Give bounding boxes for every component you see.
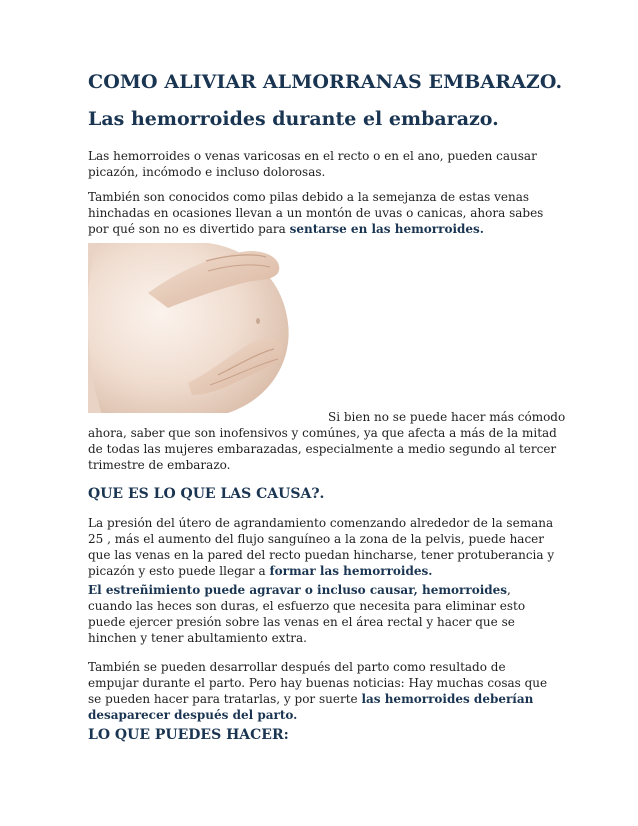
- parto-text: También se pueden desarrollar después del parto como resultado de empujar durante el parto. Pero hay buenas noticias: Hay muchas cosas que se pueden hacer para tratarlas, y por suerte: [88, 660, 548, 706]
- pilas-bold: sentarse en las hemorroides.: [289, 222, 484, 236]
- intro-paragraph: Las hemorroides o venas varicosas en el recto o en el ano, pueden causar picazón, incómodo e incluso dolorosas.: [88, 149, 537, 179]
- pregnant-belly-photo: [88, 243, 321, 413]
- estrenimiento-bold: El estreñimiento puede agravar o incluso causar, hemorroides: [88, 583, 508, 597]
- estrenimiento-text: , cuando las heces son duras, el esfuerzo que necesita para eliminar esto puede ejercer presión sobre las venas en el área rectal y hacer que se hinchen y tener abultamiento extra.: [88, 583, 526, 645]
- page-subtitle: Las hemorroides durante el embarazo.: [88, 108, 499, 130]
- parto-paragraph: [88, 659, 558, 723]
- presion-bold: formar las hemorroides.: [269, 564, 433, 578]
- pilas-paragraph: [88, 189, 558, 237]
- presion-paragraph: [88, 515, 558, 579]
- estrenimiento-paragraph: [88, 582, 558, 646]
- parto-bold: las hemorroides deberían desaparecer después del parto.: [88, 692, 534, 722]
- section-heading-hacer: LO QUE PUEDES HACER:: [88, 727, 289, 743]
- inofensivos-paragraph: ahora, saber que son inofensivos y comúnes, ya que afecta a más de la mitad de todas las mujeres embarazadas, especialmente a medio segundo al tercer trimestre de embarazo.: [88, 426, 557, 472]
- page-title: COMO ALIVIAR ALMORRANAS EMBARAZO.: [88, 71, 563, 93]
- section-heading-causa: QUE ES LO QUE LAS CAUSA?.: [88, 486, 325, 502]
- pilas-text: También son conocidos como pilas debido a la semejanza de estas venas hinchadas en ocasiones llevan a un montón de uvas o canicas, ahora sabes por qué son no es divertido para: [88, 190, 544, 236]
- presion-text: La presión del útero de agrandamiento comenzando alrededor de la semana 25 , más el aumento del flujo sanguíneo a la zona de la pelvis, puede hacer que las venas en la pared del recto puedan hincharse, tener protuberancia y picazón y esto puede llegar a: [88, 516, 555, 578]
- image-caption-line: Si bien no se puede hacer más cómodo: [328, 410, 566, 424]
